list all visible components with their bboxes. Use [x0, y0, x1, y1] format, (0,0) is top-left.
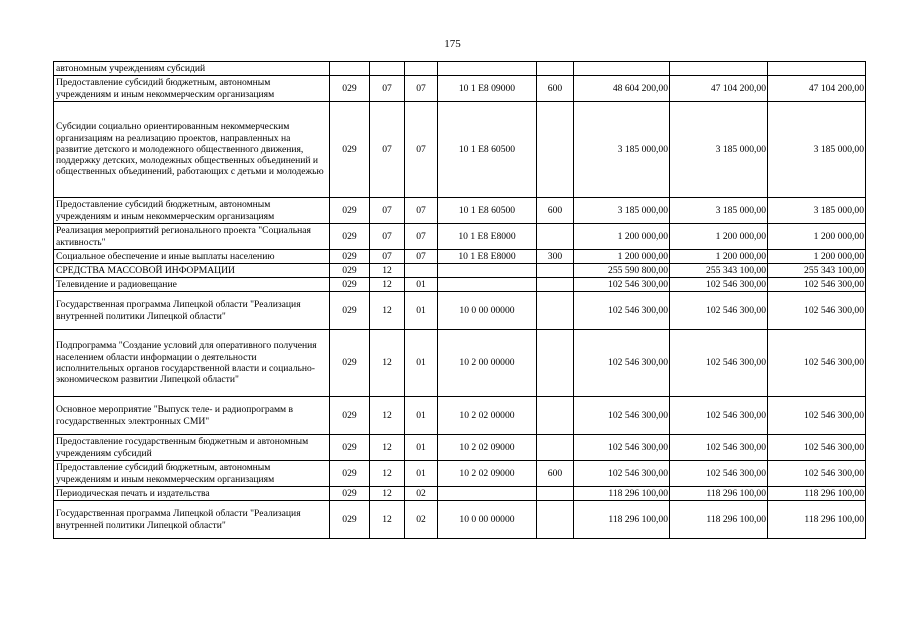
- table-row: [54, 292, 866, 330]
- cell-amount-year-3: 3 185 000,00: [768, 198, 866, 224]
- row-description: Предоставление государственным бюджетным и автономным учреждениям субсидий: [54, 435, 330, 461]
- cell-amount-year-3: 102 546 300,00: [768, 461, 866, 487]
- cell-section: 07: [370, 102, 405, 198]
- cell-amount-year-2: 1 200 000,00: [670, 224, 768, 250]
- cell-expense-type: [537, 62, 574, 76]
- cell-amount-year-3: 102 546 300,00: [768, 435, 866, 461]
- cell-amount-year-3: 3 185 000,00: [768, 102, 866, 198]
- cell-amount-year-2: 102 546 300,00: [670, 435, 768, 461]
- cell-amount-year-2: 102 546 300,00: [670, 397, 768, 435]
- cell-amount-year-2: 102 546 300,00: [670, 461, 768, 487]
- row-description: Предоставление субсидий бюджетным, автономным учреждениям и иным некоммерческим организациям: [54, 76, 330, 102]
- table-row: [54, 76, 866, 102]
- cell-ministry-code: 029: [330, 461, 370, 487]
- cell-ministry-code: 029: [330, 250, 370, 264]
- cell-section: 07: [370, 198, 405, 224]
- cell-amount-year-1: 255 590 800,00: [574, 264, 670, 278]
- cell-amount-year-1: 102 546 300,00: [574, 397, 670, 435]
- cell-amount-year-1: 102 546 300,00: [574, 435, 670, 461]
- row-description: Государственная программа Липецкой области "Реализация внутренней политики Липецкой области": [54, 501, 330, 539]
- cell-amount-year-3: 102 546 300,00: [768, 397, 866, 435]
- table-row: [54, 250, 866, 264]
- cell-expense-type: [537, 330, 574, 397]
- budget-table: [53, 61, 866, 539]
- cell-amount-year-2: 102 546 300,00: [670, 278, 768, 292]
- cell-amount-year-3: 118 296 100,00: [768, 487, 866, 501]
- table-row: [54, 198, 866, 224]
- cell-ministry-code: 029: [330, 330, 370, 397]
- cell-amount-year-2: 118 296 100,00: [670, 501, 768, 539]
- row-description: Субсидии социально ориентированным некоммерческим организациям на реализацию проектов, направленных на развитие детского и молодежного общественного движения, поддержку детских, молодежных общественных объединений и общественных объединений, работающих с детьми и молодежью: [54, 102, 330, 198]
- cell-amount-year-1: 118 296 100,00: [574, 487, 670, 501]
- table-row: [54, 397, 866, 435]
- row-description: СРЕДСТВА МАССОВОЙ ИНФОРМАЦИИ: [54, 264, 330, 278]
- cell-section: 12: [370, 435, 405, 461]
- table-row: [54, 278, 866, 292]
- cell-amount-year-2: 3 185 000,00: [670, 102, 768, 198]
- table-row: [54, 461, 866, 487]
- cell-section: [370, 62, 405, 76]
- table-row: [54, 62, 866, 76]
- cell-amount-year-1: 1 200 000,00: [574, 250, 670, 264]
- cell-ministry-code: 029: [330, 102, 370, 198]
- cell-target-article: 10 1 E8 E8000: [438, 224, 537, 250]
- cell-amount-year-2: 102 546 300,00: [670, 330, 768, 397]
- cell-expense-type: [537, 224, 574, 250]
- cell-ministry-code: 029: [330, 397, 370, 435]
- cell-expense-type: 600: [537, 198, 574, 224]
- cell-amount-year-3: 1 200 000,00: [768, 224, 866, 250]
- cell-amount-year-1: 102 546 300,00: [574, 278, 670, 292]
- cell-subsection: [405, 264, 438, 278]
- row-description: Реализация мероприятий регионального проекта "Социальная активность": [54, 224, 330, 250]
- cell-target-article: 10 1 E8 60500: [438, 102, 537, 198]
- table-row: [54, 487, 866, 501]
- cell-amount-year-3: 102 546 300,00: [768, 292, 866, 330]
- cell-section: 12: [370, 278, 405, 292]
- cell-target-article: [438, 264, 537, 278]
- cell-amount-year-2: 118 296 100,00: [670, 487, 768, 501]
- cell-ministry-code: 029: [330, 487, 370, 501]
- cell-section: 12: [370, 487, 405, 501]
- cell-subsection: 07: [405, 76, 438, 102]
- row-description: Государственная программа Липецкой области "Реализация внутренней политики Липецкой области": [54, 292, 330, 330]
- cell-subsection: [405, 62, 438, 76]
- table-row: [54, 102, 866, 198]
- table-row: [54, 224, 866, 250]
- cell-amount-year-3: 102 546 300,00: [768, 278, 866, 292]
- cell-target-article: 10 2 02 09000: [438, 461, 537, 487]
- cell-section: 12: [370, 501, 405, 539]
- cell-target-article: 10 2 02 09000: [438, 435, 537, 461]
- table-row: [54, 264, 866, 278]
- row-description: Телевидение и радиовещание: [54, 278, 330, 292]
- cell-amount-year-3: 102 546 300,00: [768, 330, 866, 397]
- cell-section: 12: [370, 264, 405, 278]
- cell-amount-year-2: 255 343 100,00: [670, 264, 768, 278]
- cell-section: 12: [370, 461, 405, 487]
- cell-subsection: 01: [405, 397, 438, 435]
- cell-subsection: 01: [405, 461, 438, 487]
- cell-amount-year-1: 102 546 300,00: [574, 330, 670, 397]
- cell-subsection: 02: [405, 501, 438, 539]
- row-description: автономным учреждениям субсидий: [54, 62, 330, 76]
- cell-amount-year-3: 1 200 000,00: [768, 250, 866, 264]
- cell-ministry-code: 029: [330, 292, 370, 330]
- cell-amount-year-3: 47 104 200,00: [768, 76, 866, 102]
- cell-target-article: 10 1 E8 E8000: [438, 250, 537, 264]
- cell-subsection: 01: [405, 435, 438, 461]
- cell-subsection: 07: [405, 224, 438, 250]
- cell-expense-type: 600: [537, 461, 574, 487]
- cell-amount-year-1: 1 200 000,00: [574, 224, 670, 250]
- cell-amount-year-1: [574, 62, 670, 76]
- cell-expense-type: [537, 487, 574, 501]
- cell-amount-year-1: 48 604 200,00: [574, 76, 670, 102]
- cell-subsection: 01: [405, 330, 438, 397]
- row-description: Подпрограмма "Создание условий для оперативного получения населением области информации о деятельности исполнительных органов государственной власти и социально-экономическом развитии Липецкой области": [54, 330, 330, 397]
- cell-ministry-code: 029: [330, 264, 370, 278]
- cell-ministry-code: 029: [330, 435, 370, 461]
- cell-amount-year-3: 118 296 100,00: [768, 501, 866, 539]
- row-description: Периодическая печать и издательства: [54, 487, 330, 501]
- cell-subsection: 07: [405, 198, 438, 224]
- cell-ministry-code: [330, 62, 370, 76]
- cell-amount-year-3: 255 343 100,00: [768, 264, 866, 278]
- cell-target-article: [438, 62, 537, 76]
- row-description: Социальное обеспечение и иные выплаты населению: [54, 250, 330, 264]
- cell-ministry-code: 029: [330, 198, 370, 224]
- cell-amount-year-1: 102 546 300,00: [574, 461, 670, 487]
- cell-ministry-code: 029: [330, 224, 370, 250]
- cell-subsection: 07: [405, 250, 438, 264]
- cell-target-article: 10 0 00 00000: [438, 292, 537, 330]
- cell-section: 12: [370, 397, 405, 435]
- cell-expense-type: [537, 102, 574, 198]
- cell-target-article: [438, 487, 537, 501]
- row-description: Основное мероприятие "Выпуск теле- и радиопрограмм в государственных электронных СМИ": [54, 397, 330, 435]
- cell-amount-year-1: 3 185 000,00: [574, 198, 670, 224]
- cell-subsection: 07: [405, 102, 438, 198]
- cell-ministry-code: 029: [330, 501, 370, 539]
- cell-subsection: 01: [405, 278, 438, 292]
- cell-section: 07: [370, 76, 405, 102]
- cell-target-article: 10 2 02 00000: [438, 397, 537, 435]
- cell-expense-type: [537, 278, 574, 292]
- cell-amount-year-2: 1 200 000,00: [670, 250, 768, 264]
- cell-expense-type: [537, 292, 574, 330]
- cell-subsection: 02: [405, 487, 438, 501]
- cell-expense-type: [537, 264, 574, 278]
- cell-expense-type: [537, 435, 574, 461]
- cell-target-article: 10 1 E8 60500: [438, 198, 537, 224]
- cell-ministry-code: 029: [330, 76, 370, 102]
- cell-expense-type: 300: [537, 250, 574, 264]
- cell-target-article: 10 1 E8 09000: [438, 76, 537, 102]
- cell-amount-year-1: 102 546 300,00: [574, 292, 670, 330]
- table-row: [54, 501, 866, 539]
- cell-amount-year-2: [670, 62, 768, 76]
- cell-section: 12: [370, 330, 405, 397]
- table-row: [54, 330, 866, 397]
- cell-expense-type: [537, 501, 574, 539]
- cell-ministry-code: 029: [330, 278, 370, 292]
- cell-amount-year-1: 3 185 000,00: [574, 102, 670, 198]
- cell-amount-year-3: [768, 62, 866, 76]
- cell-amount-year-2: 102 546 300,00: [670, 292, 768, 330]
- table-row: [54, 435, 866, 461]
- cell-target-article: 10 0 00 00000: [438, 501, 537, 539]
- cell-amount-year-2: 47 104 200,00: [670, 76, 768, 102]
- cell-section: 07: [370, 224, 405, 250]
- cell-section: 12: [370, 292, 405, 330]
- cell-expense-type: [537, 397, 574, 435]
- row-description: Предоставление субсидий бюджетным, автономным учреждениям и иным некоммерческим организациям: [54, 198, 330, 224]
- cell-expense-type: 600: [537, 76, 574, 102]
- row-description: Предоставление субсидий бюджетным, автономным учреждениям и иным некоммерческим организациям: [54, 461, 330, 487]
- cell-section: 07: [370, 250, 405, 264]
- page-number: 175: [444, 38, 461, 50]
- cell-target-article: [438, 278, 537, 292]
- cell-amount-year-1: 118 296 100,00: [574, 501, 670, 539]
- cell-target-article: 10 2 00 00000: [438, 330, 537, 397]
- cell-amount-year-2: 3 185 000,00: [670, 198, 768, 224]
- cell-subsection: 01: [405, 292, 438, 330]
